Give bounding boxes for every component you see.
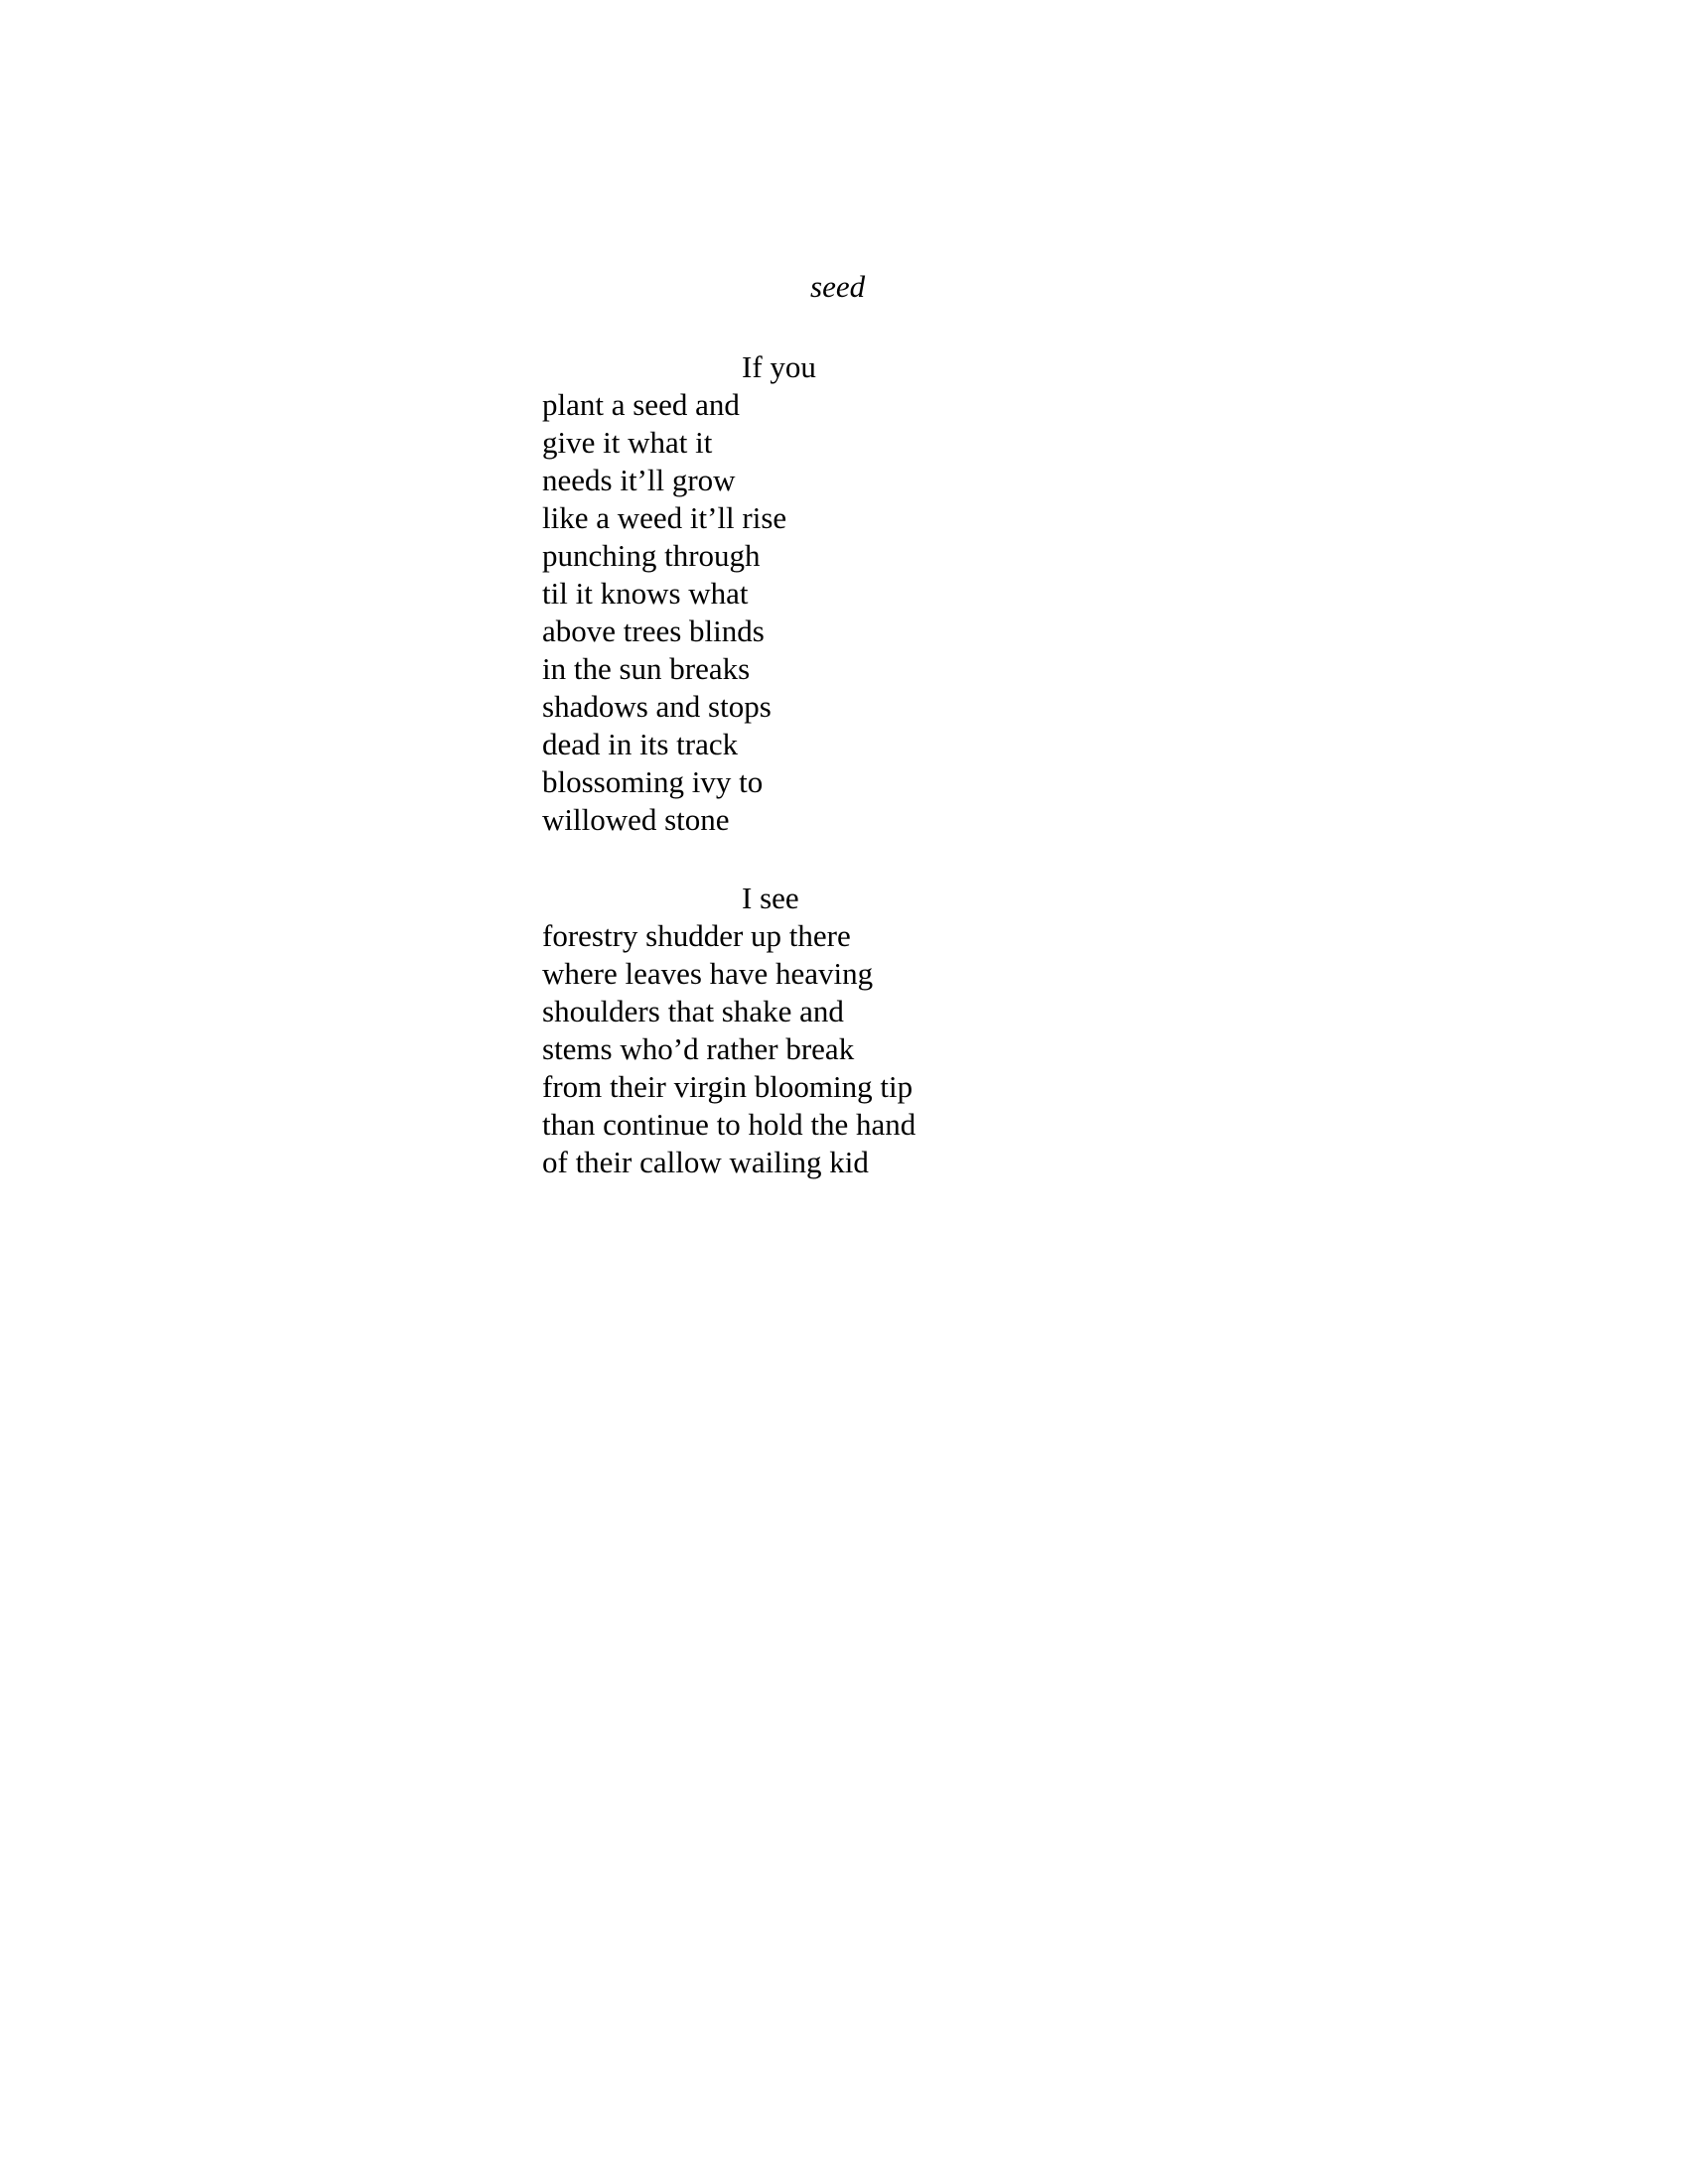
poem-title: seed bbox=[810, 269, 866, 304]
poem-line: plant a seed and bbox=[542, 387, 740, 422]
poem-line: from their virgin blooming tip bbox=[542, 1069, 914, 1104]
stanza-2 bbox=[542, 880, 915, 1181]
poem-line: stems who’d rather break bbox=[542, 1031, 855, 1066]
poem-line: needs it’ll grow bbox=[542, 463, 736, 497]
poem-line: like a weed it’ll rise bbox=[542, 500, 787, 535]
poem-line: where leaves have heaving bbox=[542, 956, 874, 991]
poem-line: blossoming ivy to bbox=[542, 764, 764, 799]
poem-line: dead in its track bbox=[542, 727, 739, 761]
poem-line: in the sun breaks bbox=[542, 651, 751, 686]
poem-line: of their callow wailing kid bbox=[542, 1145, 869, 1179]
poem-line: shadows and stops bbox=[542, 689, 772, 724]
stanza-1 bbox=[542, 348, 816, 839]
poem-line: til it knows what bbox=[542, 576, 749, 611]
poem-line: than continue to hold the hand bbox=[542, 1107, 916, 1142]
poem-line: If you bbox=[742, 349, 816, 384]
poem-line: give it what it bbox=[542, 425, 713, 460]
poem-line: I see bbox=[742, 881, 799, 915]
poem-line: punching through bbox=[542, 538, 761, 573]
poem-line: forestry shudder up there bbox=[542, 918, 851, 953]
poem-line: shoulders that shake and bbox=[542, 994, 844, 1028]
poem-line: above trees blinds bbox=[542, 614, 765, 648]
poem-line: willowed stone bbox=[542, 802, 730, 837]
